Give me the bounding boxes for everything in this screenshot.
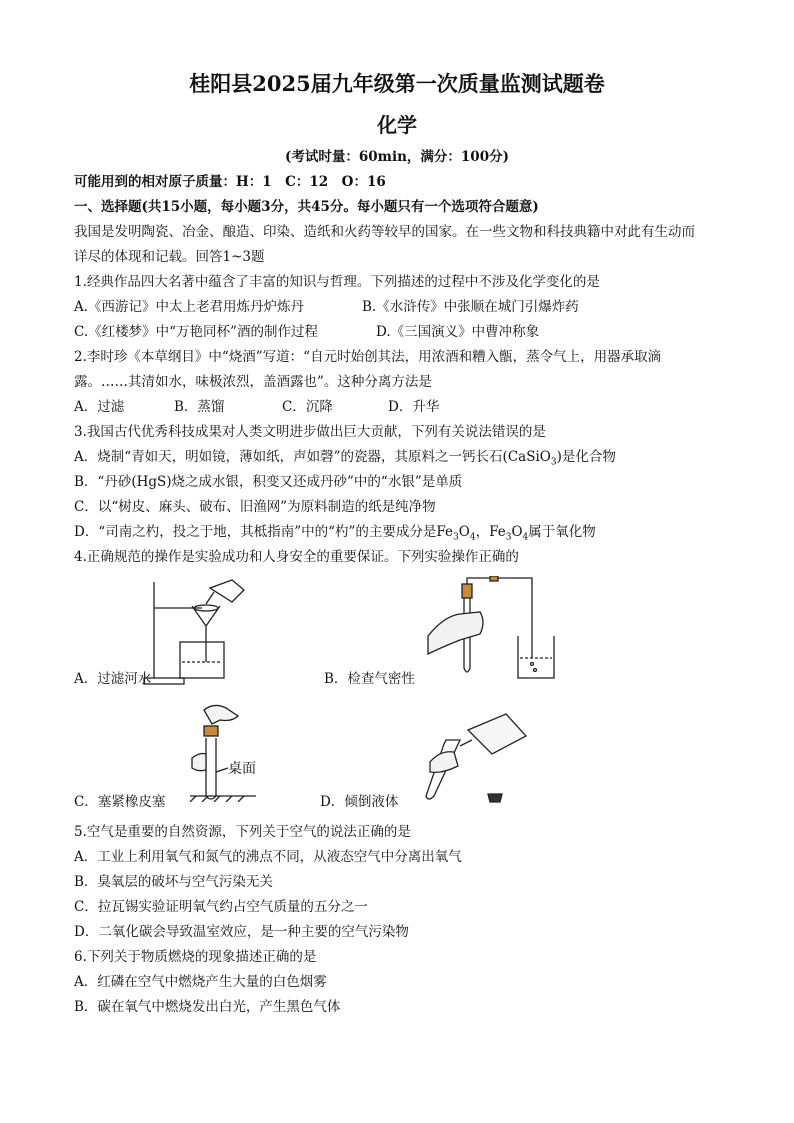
q6-option-a[interactable]: A．红磷在空气中燃烧产生大量的白色烟雾: [74, 974, 327, 990]
q6-stem: 6.下列关于物质燃烧的现象描述正确的是: [74, 949, 317, 965]
intro-line-2: 详尽的体现和记载。回答1~3题: [74, 249, 265, 265]
q2-option-a[interactable]: A．过滤: [74, 399, 125, 415]
q1-option-a[interactable]: A.《西游记》中太上老君用炼丹炉炼丹: [74, 299, 305, 315]
filtration-apparatus-figure: [140, 578, 250, 688]
q1-stem: 1.经典作品四大名著中蕴含了丰富的知识与哲理。下列描述的过程中不涉及化学变化的是: [74, 274, 600, 290]
q5-option-c[interactable]: C．拉瓦锡实验证明氧气约占空气质量的五分之一: [74, 899, 368, 915]
q4-option-b[interactable]: B．检查气密性: [324, 671, 415, 687]
q4-option-a[interactable]: A．过滤河水: [74, 671, 152, 687]
atomic-mass-line: 可能用到的相对原子质量：H：1 C：12 O：16: [74, 174, 386, 190]
subject-title: 化学: [377, 113, 417, 137]
exam-info: (考试时量：60min，满分：100分): [285, 149, 509, 165]
q3-stem: 3.我国古代优秀科技成果对人类文明进步做出巨大贡献，下列有关说法错误的是: [74, 424, 546, 440]
q1-option-d[interactable]: D.《三国演义》中曹冲称象: [376, 324, 540, 340]
q3-option-b[interactable]: B．“丹砂(HgS)烧之成水银，积变又还成丹砂”中的“水银”是单质: [74, 474, 463, 490]
q5-option-d[interactable]: D．二氧化碳会导致温室效应，是一种主要的空气污染物: [74, 924, 409, 940]
intro-line-1: 我国是发明陶瓷、冶金、酿造、印染、造纸和火药等较早的国家。在一些文物和科技典籍中对此有生动而: [74, 224, 695, 240]
q6-option-b[interactable]: B．碳在氧气中燃烧发出白光，产生黑色气体: [74, 999, 341, 1015]
q2-option-b[interactable]: B．蒸馏: [174, 399, 225, 415]
q2-stem-line-1: 2.李时珍《本草纲目》中“烧酒”写道：“自元时始创其法，用浓酒和糟入甑，蒸令气上，用器承取滴: [74, 349, 662, 365]
q1-option-b[interactable]: B.《水浒传》中张顺在城门引爆炸药: [362, 299, 579, 315]
stopper-insertion-figure: [186, 700, 276, 802]
q3-option-c[interactable]: C．以“树皮、麻头、破布、旧渔网”为原料制造的纸是纯净物: [74, 499, 436, 515]
q5-stem: 5.空气是重要的自然资源，下列关于空气的说法正确的是: [74, 824, 411, 840]
q2-stem-line-2: 露。……其清如水，味极浓烈，盖酒露也”。这种分离方法是: [74, 374, 432, 390]
q2-option-d[interactable]: D．升华: [388, 399, 440, 415]
exam-title: 桂阳县2025届九年级第一次质量监测试题卷: [189, 71, 605, 96]
q3-option-d[interactable]: D．“司南之杓，投之于地，其柢指南”中的“杓”的主要成分是$Fe_3O_4$，$Fe_3O_4$属于氧化物: [74, 524, 596, 543]
q1-option-c[interactable]: C.《红楼梦》中“万艳同杯”酒的制作过程: [74, 324, 318, 340]
q5-option-a[interactable]: A．工业上利用氧气和氮气的沸点不同，从液态空气中分离出氧气: [74, 849, 462, 865]
q5-option-b[interactable]: B．臭氧层的破坏与空气污染无关: [74, 874, 273, 890]
pouring-liquid-figure: [420, 710, 532, 806]
q4-stem: 4.正确规范的操作是实验成功和人身安全的重要保证。下列实验操作正确的: [74, 549, 519, 565]
q4-option-c[interactable]: C．塞紧橡皮塞: [74, 794, 166, 810]
q2-option-c[interactable]: C．沉降: [282, 399, 333, 415]
desk-surface-label: 桌面: [228, 761, 256, 777]
q4-option-d[interactable]: D．倾倒液体: [320, 794, 399, 810]
airtightness-check-figure: [424, 576, 564, 684]
section-heading: 一、选择题(共15小题，每小题3分，共45分。每小题只有一个选项符合题意): [74, 199, 539, 215]
q3-option-a[interactable]: A．烧制“青如天，明如镜，薄如纸，声如磬”的瓷器，其原料之一钙长石(CaSiO$_3$)是化合物: [74, 449, 616, 468]
